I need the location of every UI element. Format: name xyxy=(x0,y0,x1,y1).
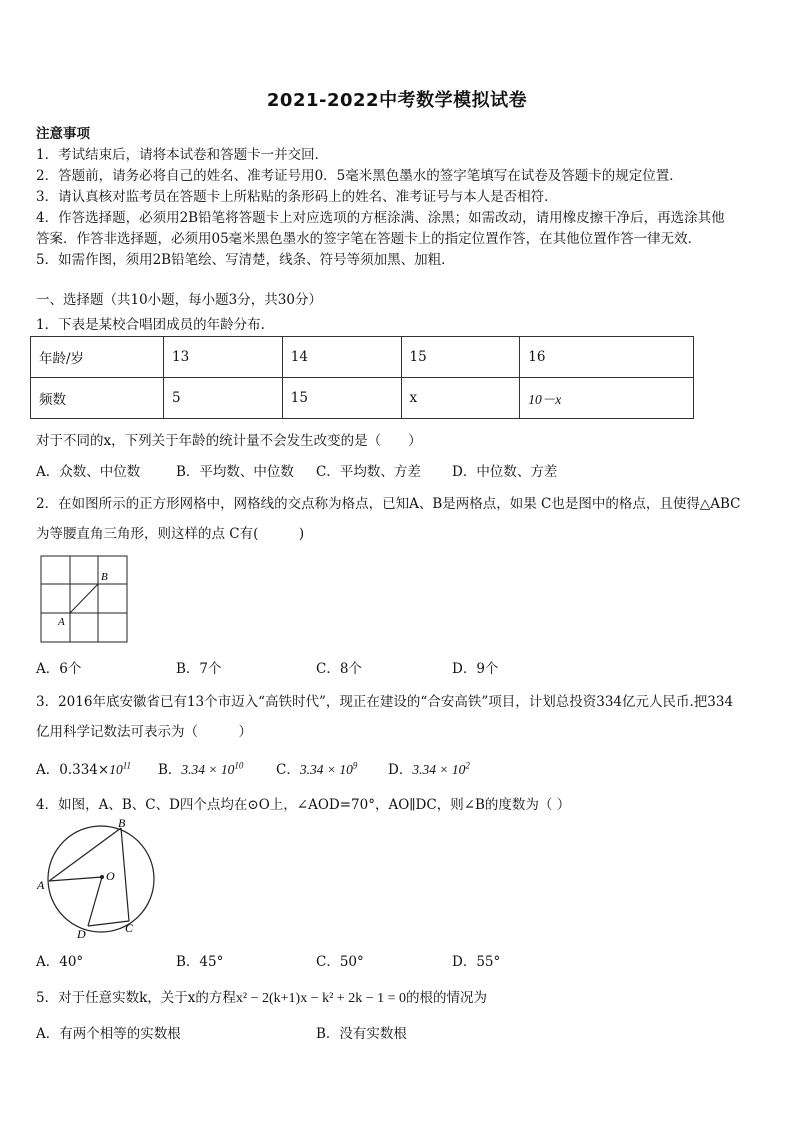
point-b-label: B xyxy=(101,571,108,583)
q1-option-c[interactable]: C．平均数、方差 xyxy=(316,464,421,480)
q3-option-b[interactable] xyxy=(158,758,243,778)
q5-equation: x² − 2(k+1)x − k² + 2k − 1 = 0 xyxy=(235,991,406,1006)
q1-option-b[interactable]: B．平均数、中位数 xyxy=(176,464,294,480)
q1-option-a[interactable]: A．众数、中位数 xyxy=(36,464,141,480)
point-b-label: B xyxy=(118,816,126,830)
section-heading: 一、选择题（共10小题，每小题3分，共30分） xyxy=(36,292,322,308)
notice-item: 答案．作答非选择题，必须用05毫米黑色墨水的签字笔在答题卡上的指定位置作答，在其他位置作答一律无效． xyxy=(36,231,702,247)
notice-item: 2．答题前，请务必将自己的姓名、准考证号用0．5毫米黑色墨水的签字笔填写在试卷及答题卡的规定位置． xyxy=(36,168,683,184)
segment-dc xyxy=(88,921,129,926)
point-a-label: A xyxy=(37,878,45,892)
option-letter: B． xyxy=(158,762,182,778)
point-o-label: O xyxy=(106,869,115,883)
notice-item: 5．如需作图，须用2B铅笔绘、写清楚，线条、符号等须加黑、加粗． xyxy=(36,252,455,268)
table-cell: 16 xyxy=(520,337,694,378)
option-power: 10 xyxy=(451,762,466,777)
q4-option-b[interactable]: B．45° xyxy=(176,954,224,970)
q2-option-c[interactable]: C．8个 xyxy=(316,661,362,677)
option-base: 3.34 × xyxy=(181,762,221,777)
table-cell: 5 xyxy=(164,378,283,419)
table-cell: 年龄/岁 xyxy=(31,337,164,378)
q1-option-d[interactable]: D．中位数、方差 xyxy=(452,464,558,480)
option-exponent: 10 xyxy=(234,760,244,771)
notice-item: 3．请认真核对监考员在答题卡上所粘贴的条形码上的姓名、准考证号与本人是否相符． xyxy=(36,189,558,205)
point-a-label: A xyxy=(58,616,65,628)
notice-item: 1．考试结束后，请将本试卷和答题卡一并交回． xyxy=(36,147,329,163)
q1-question: 对于不同的x，下列关于年龄的统计量不会发生改变的是（ ） xyxy=(36,433,422,449)
q3-option-c[interactable] xyxy=(276,758,357,778)
q1-stem: 1．下表是某校合唱团成员的年龄分布. xyxy=(36,317,265,333)
option-exponent: 11 xyxy=(122,760,132,771)
segment-ao xyxy=(49,877,102,881)
q4-option-a[interactable]: A．40° xyxy=(36,954,84,970)
q5-option-a[interactable]: A．有两个相等的实数根 xyxy=(36,1026,181,1042)
table-cell: x xyxy=(401,378,520,419)
point-c-label: C xyxy=(125,921,134,935)
table-cell: 15 xyxy=(401,337,520,378)
q2-line1: 2．在如图所示的正方形网格中，网格线的交点称为格点，已知A、B是两格点，如果 C也是图中的格点，且使得△ABC xyxy=(36,496,741,512)
page-title: 2021-2022中考数学模拟试卷 xyxy=(266,90,528,111)
q5-option-b[interactable]: B．没有实数根 xyxy=(316,1026,407,1042)
option-power: 10 xyxy=(339,762,353,777)
q3-line2: 亿用科学记数法可表示为（ ） xyxy=(36,724,252,740)
option-base: 3.34 × xyxy=(299,762,340,777)
q4-option-c[interactable]: C．50° xyxy=(316,954,364,970)
q5-stem-suffix: 的根的情况为 xyxy=(405,990,487,1006)
q5-stem xyxy=(36,986,487,1007)
option-exponent: 9 xyxy=(352,760,358,771)
q4-stem: 4．如图，A、B、C、D四个点均在⊙O上，∠AOD=70°，AO∥DC，则∠B的度数为（ ） xyxy=(36,797,571,813)
table-row xyxy=(31,378,694,419)
q2-line2: 为等腰直角三角形，则这样的点 C有( ) xyxy=(36,526,305,542)
q3-option-a[interactable] xyxy=(36,758,131,778)
table-row xyxy=(31,337,694,378)
segment-od xyxy=(88,877,102,926)
option-power: 10 xyxy=(220,762,235,777)
table-cell: 13 xyxy=(164,337,283,378)
option-base: 3.34 × xyxy=(412,762,452,777)
notice-item: 4．作答选择题，必须用2B铅笔将答题卡上对应选项的方框涂满、涂黑；如需改动，请用橡皮擦干净后，再选涂其他 xyxy=(36,210,725,226)
option-base: 0.334× xyxy=(59,762,110,778)
q5-stem-prefix: 5．对于任意实数k，关于x的方程 xyxy=(36,990,236,1006)
option-exponent: 2 xyxy=(465,760,470,771)
table-cell: 频数 xyxy=(31,378,164,419)
segment-ab xyxy=(70,584,98,613)
q3-option-d[interactable] xyxy=(388,758,470,778)
q2-option-a[interactable]: A．6个 xyxy=(36,661,82,677)
segment-bc xyxy=(121,828,129,921)
age-frequency-table xyxy=(30,336,694,419)
q4-option-d[interactable]: D．55° xyxy=(452,954,501,970)
table-cell: 14 xyxy=(282,337,401,378)
table-cell: 10－x xyxy=(520,378,694,419)
option-letter: A． xyxy=(36,762,60,778)
option-power: 10 xyxy=(109,762,123,777)
point-d-label: D xyxy=(77,927,86,941)
q2-option-b[interactable]: B．7个 xyxy=(176,661,222,677)
q2-option-d[interactable]: D．9个 xyxy=(452,661,499,677)
option-letter: C． xyxy=(276,762,300,778)
grid-figure xyxy=(38,553,132,645)
q3-line1: 3．2016年底安徽省已有13个市迈入“高铁时代”，现正在建设的“合安高铁”项目，计划总投资334亿元人民币.把334 xyxy=(36,694,734,710)
circle-figure xyxy=(34,816,160,942)
option-letter: D． xyxy=(388,762,413,778)
notice-heading: 注意事项 xyxy=(36,126,90,142)
center-point xyxy=(100,875,104,879)
table-cell: 15 xyxy=(282,378,401,419)
